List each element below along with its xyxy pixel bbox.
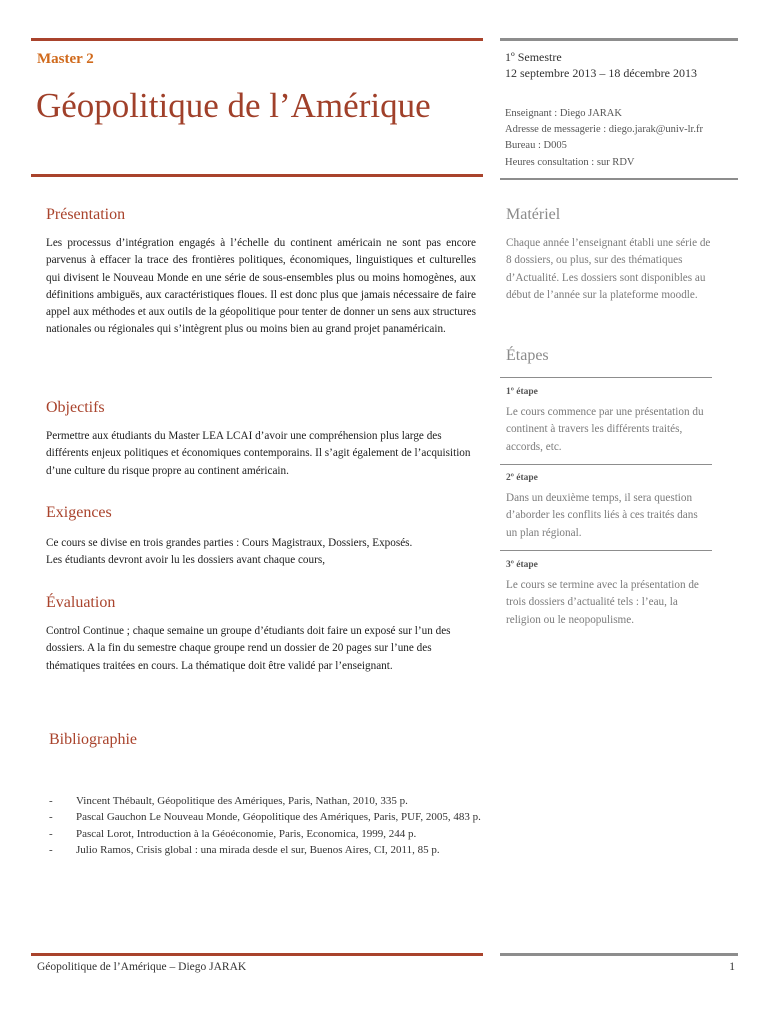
presentation-heading: Présentation bbox=[46, 206, 126, 223]
bibliographie-heading: Bibliographie bbox=[49, 731, 137, 748]
evaluation-heading: Évaluation bbox=[46, 594, 116, 611]
bullet-dash: - bbox=[49, 844, 53, 857]
bullet-dash: - bbox=[49, 795, 53, 807]
exigences-heading: Exigences bbox=[46, 504, 112, 521]
step-2-label: 2º étape bbox=[506, 473, 538, 483]
materiel-text: Chaque année l’enseignant établi une série de 8 dossiers, ou plus, sur des thématiques d’Actualité. Les dossiers sont disponibles au début de l’année sur la plateforme moodle. bbox=[506, 237, 711, 301]
evaluation-text: Control Continue ; chaque semaine un groupe d’étudiants doit faire un exposé sur l’un des dossiers. A la fin du semestre chaque groupe rend un dossier de 20 pages sur l’une des thématiques traitées en cours. La thématique doit être validé par l’enseignant. bbox=[46, 625, 451, 672]
teacher-name: Enseignant : Diego JARAK bbox=[505, 108, 622, 119]
bibliography-entry: Pascal Lorot, Introduction à la Géoéconomie, Paris, Economica, 1999, 244 p. bbox=[76, 827, 417, 840]
list-item bbox=[49, 842, 481, 858]
materiel-heading: Matériel bbox=[506, 206, 561, 223]
course-level: Master 2 bbox=[37, 51, 94, 67]
objectifs-heading: Objectifs bbox=[46, 399, 105, 416]
presentation-text: Les processus d’intégration engagés à l’échelle du continent américain ne sont pas encore parvenus à effacer la trace des frontières politiques, économiques, linguistiques et culturelles qui divisent le Nouveau Monde en une série de sous-ensembles plus ou moins homogènes, aux définitions ambiguës, aux caractéristiques floues. Il est donc plus que jamais nécessaire de faire appel aux méthodes et aux outils de la géopolitique pour tenter de donner un sens aux structures nationales ou régionales qui s’intègrent plus ou moins bien au grand projet panaméricain. bbox=[46, 237, 476, 336]
etapes-heading: Étapes bbox=[506, 347, 549, 364]
exigences-text bbox=[46, 535, 486, 570]
objectifs-text: Permettre aux étudiants du Master LEA LCAI d’avoir une compréhension plus large des différents enjeux politiques et économiques contemporains. Il s’agit également de l’acquisition d’une culture du risque propre au continent américain. bbox=[46, 430, 471, 477]
header-top-rule bbox=[31, 38, 483, 41]
teacher-info bbox=[505, 106, 703, 171]
bullet-dash: - bbox=[49, 811, 53, 824]
semester-dates: 12 septembre 2013 – 18 décembre 2013 bbox=[505, 66, 697, 80]
teacher-office: Bureau : D005 bbox=[505, 140, 567, 152]
step-2-text: Dans un deuxième temps, il sera question d’aborder les conflits liés à ces traités dans un plan régional. bbox=[506, 492, 698, 539]
semester: 1º Semestre bbox=[505, 50, 562, 64]
step-3-label: 3º étape bbox=[506, 560, 538, 570]
footer-rule bbox=[31, 953, 483, 956]
bullet-dash: - bbox=[49, 827, 53, 840]
bibliography-entry: Julio Ramos, Crisis global : una mirada desde el sur, Buenos Aires, CI, 2011, 85 p. bbox=[76, 844, 440, 857]
page-title: Géopolitique de l’Amérique bbox=[36, 86, 431, 125]
teacher-email: Adresse de messagerie : diego.jarak@univ-lr.fr bbox=[505, 124, 704, 136]
list-item bbox=[49, 793, 481, 809]
footer-text: Géopolitique de l’Amérique – Diego JARAK bbox=[37, 961, 247, 973]
list-item bbox=[49, 809, 481, 825]
bibliography-entry: Pascal Gauchon Le Nouveau Monde, Géopolitique des Amériques, Paris, PUF, 2005, 483 p. bbox=[76, 811, 481, 824]
sidebar-footer-rule bbox=[500, 953, 738, 956]
step-1-text: Le cours commence par une présentation du continent à travers les différents traités, accords, etc. bbox=[506, 406, 704, 453]
step-2-rule bbox=[500, 464, 712, 465]
page-number: 1 bbox=[729, 961, 735, 973]
header-bottom-rule bbox=[31, 174, 483, 177]
list-item bbox=[49, 826, 481, 842]
sidebar-header-bottom-rule bbox=[500, 178, 738, 180]
step-3-rule bbox=[500, 550, 712, 551]
exigences-line-1: Ce cours se divise en trois grandes parties : Cours Magistraux, Dossiers, Exposés. bbox=[46, 537, 413, 549]
teacher-hours: Heures consultation : sur RDV bbox=[505, 156, 635, 168]
bibliography-entry: Vincent Thébault, Géopolitique des Amériques, Paris, Nathan, 2010, 335 p. bbox=[76, 795, 408, 807]
bibliography-list bbox=[49, 793, 481, 859]
step-1-rule bbox=[500, 377, 712, 378]
exigences-line-2: Les étudiants devront avoir lu les dossiers avant chaque cours, bbox=[46, 554, 325, 567]
step-3-text: Le cours se termine avec la présentation de trois dossiers d’actualité tels : l’eau, la religion ou le neopopulisme. bbox=[506, 579, 699, 626]
sidebar-top-rule bbox=[500, 38, 738, 41]
step-1-label: 1º étape bbox=[506, 387, 538, 397]
